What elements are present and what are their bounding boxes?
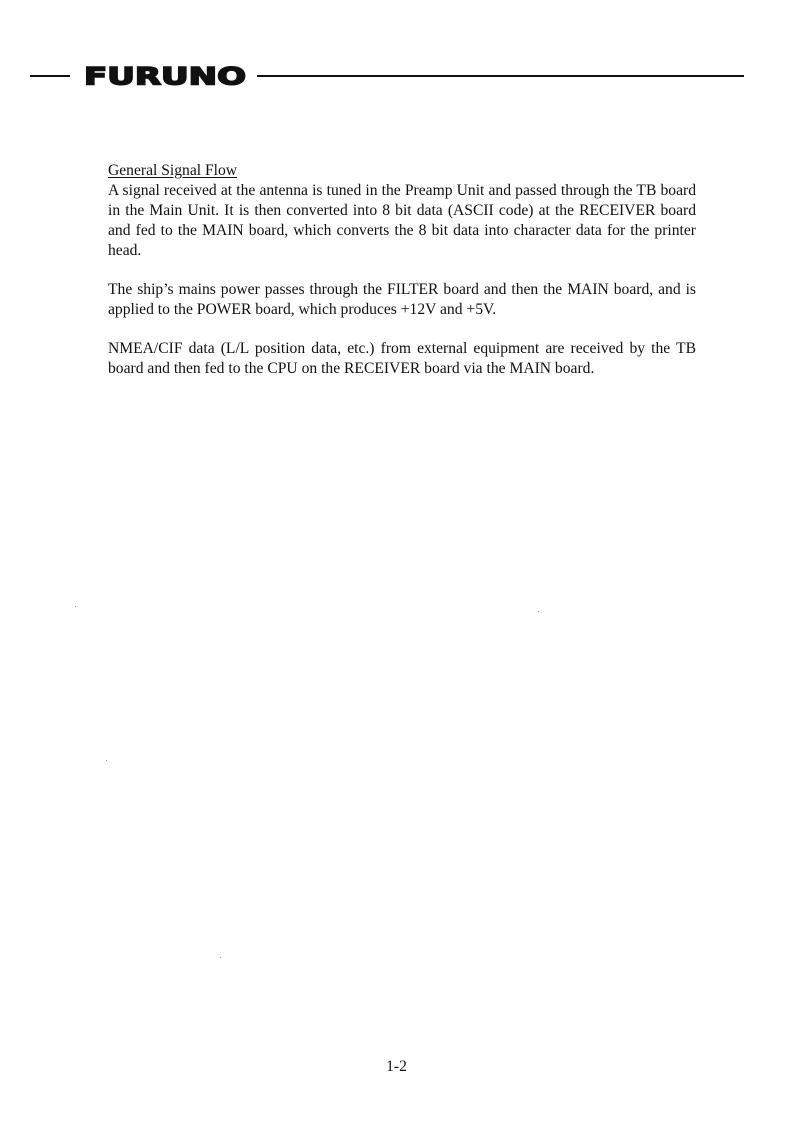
scan-speck (220, 957, 221, 958)
logo-text: FURUNO (84, 65, 246, 87)
scan-speck (75, 606, 76, 607)
paragraph-nmea-data: NMEA/CIF data (L/L position data, etc.) from external equipment are received by the TB board and then fed to the CPU on the RECEIVER board via the MAIN board. (108, 340, 696, 377)
paragraph-power: The ship’s mains power passes through the FILTER board and then the MAIN board, and is applied to the POWER board, which produces +12V and +5V. (108, 281, 696, 318)
header-rule-right (257, 75, 744, 77)
furuno-logo (82, 65, 248, 87)
main-content (108, 161, 696, 398)
header-rule-left (30, 75, 70, 77)
scan-speck (538, 611, 539, 612)
section-title: General Signal Flow (108, 162, 238, 179)
scan-speck (106, 760, 107, 761)
page-header (30, 62, 744, 90)
paragraph-signal-path: A signal received at the antenna is tuned in the Preamp Unit and passed through the TB board in the Main Unit. It is then converted into 8 bit data (ASCII code) at the RECEIVER board and fed to the MAIN board, which converts the 8 bit data into character data for the printer head. (108, 182, 696, 259)
page-number: 1-2 (386, 1058, 407, 1075)
